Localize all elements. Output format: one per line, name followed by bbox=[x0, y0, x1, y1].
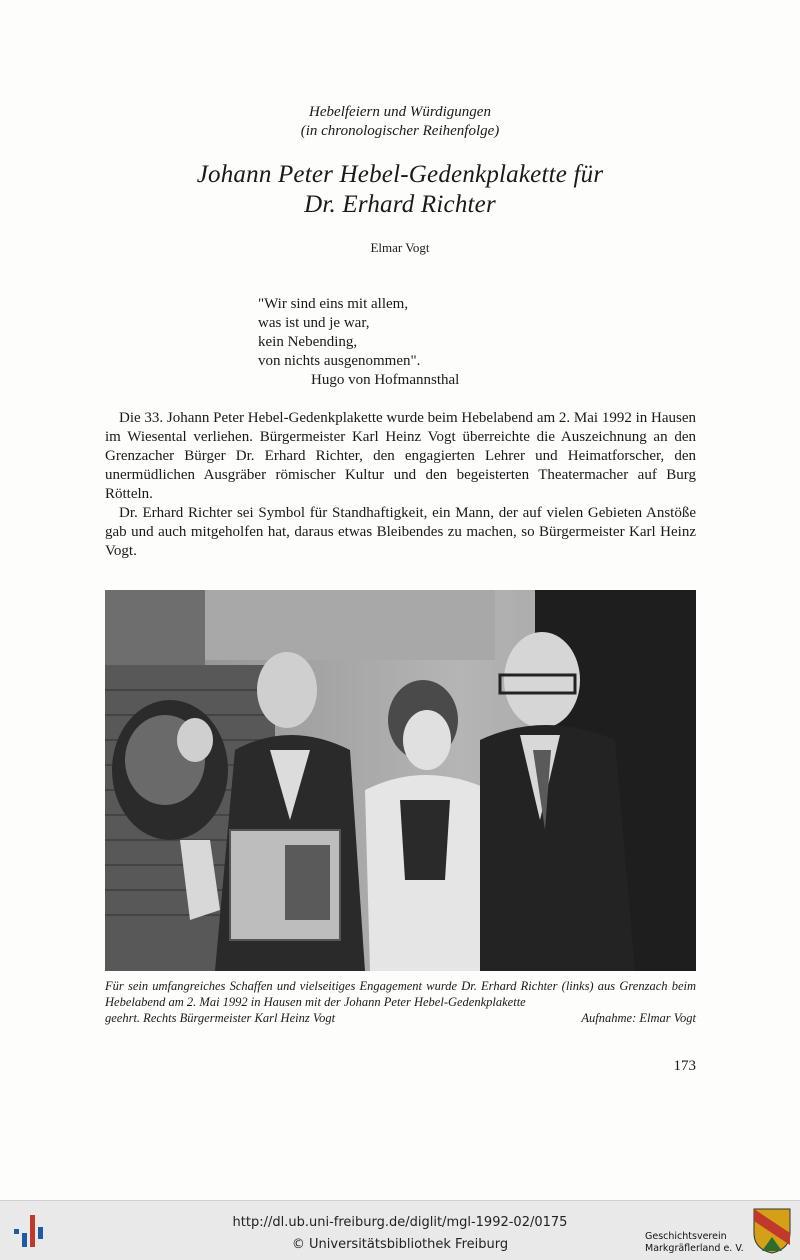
copyright-text: © Universitätsbibliothek Freiburg bbox=[291, 1237, 509, 1252]
article-title-line1: Johann Peter Hebel-Gedenkplakette für bbox=[196, 161, 604, 188]
org-name-line1: Geschichtsverein bbox=[645, 1231, 727, 1242]
body-paragraph: Die 33. Johann Peter Hebel-Gedenkplakette wurde beim Hebelabend am 2. Mai 1992 in Hausen im Wiesental verliehen. Bürgermeister Karl Heinz Vogt überreichte die Auszeichnung an den Grenzacher Bürger Dr. Erhard Richter, den engagierten Lehrer und Heimatforscher, den unermüdlichen Ausgräber römischer Kultur und den begeisterten Theatermacher auf Burg Rötteln. bbox=[105, 410, 696, 502]
author-name: Elmar Vogt bbox=[370, 240, 430, 255]
org-name bbox=[645, 1231, 744, 1255]
photo-caption bbox=[105, 978, 696, 1026]
section-header bbox=[0, 103, 800, 141]
body-paragraph: Dr. Erhard Richter sei Symbol für Standhaftigkeit, ein Mann, der auf vielen Gebieten Anstöße gab und auch mitgeholfen hat, daraus etwas Bleibendes zu machen, so Bürgermeister Karl Heinz Vogt. bbox=[105, 505, 696, 559]
photo-credit: Aufnahme: Elmar Vogt bbox=[581, 1011, 696, 1025]
document-url-link[interactable]: http://dl.ub.uni-freiburg.de/diglit/mgl-1992-02/0175 bbox=[232, 1215, 568, 1230]
caption-last-text: geehrt. Rechts Bürgermeister Karl Heinz Vogt bbox=[105, 1011, 336, 1025]
caption-last-line bbox=[105, 1010, 696, 1026]
caption-text: Für sein umfangreiches Schaffen und vielseitiges Engagement wurde Dr. Erhard Richter (links) aus Grenzach beim Hebelabend am 2. Mai 1992 in Hausen mit der Johann Peter Hebel-Gedenkplakette bbox=[105, 979, 696, 1009]
coat-of-arms-icon bbox=[752, 1207, 792, 1255]
quote-line: was ist und je war, bbox=[258, 315, 370, 331]
viewer-footer bbox=[0, 1200, 800, 1260]
page-number: 173 bbox=[673, 1058, 696, 1074]
quote-line: "Wir sind eins mit allem, bbox=[258, 296, 409, 312]
article-title-line2: Dr. Erhard Richter bbox=[304, 191, 496, 218]
quote-attribution: Hugo von Hofmannsthal bbox=[311, 372, 460, 388]
epigraph-quote bbox=[258, 295, 558, 390]
article-title bbox=[0, 160, 800, 220]
award-photo bbox=[105, 590, 696, 971]
quote-line: kein Nebending, bbox=[258, 334, 358, 350]
quote-line: von nichts ausgenommen". bbox=[258, 353, 421, 369]
section-header-line1: Hebelfeiern und Würdigungen bbox=[309, 104, 491, 120]
org-name-line2: Markgräflerland e. V. bbox=[645, 1243, 744, 1254]
section-header-line2: (in chronologischer Reihenfolge) bbox=[300, 123, 500, 139]
award-photo-image bbox=[105, 590, 696, 971]
article-body bbox=[105, 409, 696, 561]
